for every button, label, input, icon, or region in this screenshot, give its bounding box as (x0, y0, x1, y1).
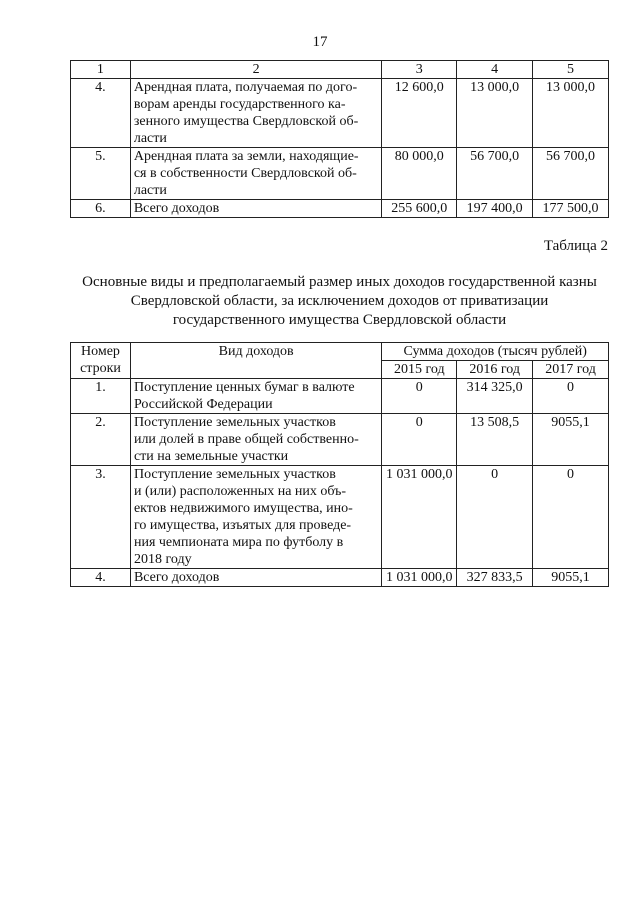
description-line: Арендная плата за земли, находящие- (133, 149, 359, 164)
value-cell: 0 (533, 466, 609, 569)
value-cell: 13 508,5 (457, 414, 533, 466)
title-line: государственного имущества Свердловской области (172, 312, 507, 328)
table-label: Таблица 2 (543, 238, 608, 254)
row-number: 1. (71, 379, 131, 414)
table-row (71, 379, 609, 414)
page-number: 17 (312, 34, 328, 50)
column-number-cell: 1 (71, 61, 131, 79)
row-number: 4. (71, 569, 131, 587)
other-income-table (70, 342, 609, 587)
column-number-cell: 3 (382, 61, 457, 79)
total-row (71, 200, 609, 218)
description-line: Поступление земельных участков (133, 415, 336, 430)
income-description (130, 148, 382, 200)
table-header-row (71, 61, 609, 79)
header-line: строки (80, 361, 121, 376)
value-cell: 327 833,5 (457, 569, 533, 587)
description-line: 2018 году (133, 552, 192, 567)
description-line: ектов недвижимого имущества, ино- (133, 501, 353, 516)
description-line: Поступление ценных бумаг в валюте (133, 380, 355, 395)
value-cell: 56 700,0 (457, 148, 533, 200)
income-description (130, 379, 381, 414)
description-line: или долей в праве общей собственно- (133, 432, 359, 447)
description-line: ласти (133, 131, 167, 146)
description-line: Поступление земельных участков (133, 467, 336, 482)
description-line: сти на земельные участки (133, 449, 289, 464)
value-cell: 177 500,0 (533, 200, 609, 218)
table-title (70, 273, 609, 330)
value-cell: 0 (533, 379, 609, 414)
table-row (71, 414, 609, 466)
year-header: 2016 год (457, 361, 533, 379)
value-cell: 56 700,0 (533, 148, 609, 200)
title-line: Основные виды и предполагаемый размер иных доходов государственной казны (82, 274, 597, 290)
table-row (71, 466, 609, 569)
description-line: го имущества, изъятых для проведе- (133, 518, 352, 533)
description-line: ся в собственности Свердловской об- (133, 166, 357, 181)
row-number: 6. (71, 200, 131, 218)
year-header: 2017 год (533, 361, 609, 379)
income-sum-header: Сумма доходов (тысяч рублей) (382, 343, 609, 361)
description-line: Всего доходов (133, 570, 220, 585)
value-cell: 12 600,0 (382, 79, 457, 148)
value-cell: 0 (382, 379, 457, 414)
value-cell: 13 000,0 (533, 79, 609, 148)
column-number-cell: 5 (533, 61, 609, 79)
description-line: зенного имущества Свердловской об- (133, 114, 359, 129)
header-line: Номер (81, 344, 120, 359)
value-cell: 80 000,0 (382, 148, 457, 200)
value-cell: 9055,1 (533, 569, 609, 587)
row-number-header (71, 343, 131, 379)
value-cell: 197 400,0 (457, 200, 533, 218)
column-number-cell: 4 (457, 61, 533, 79)
value-cell: 1 031 000,0 (382, 569, 457, 587)
value-cell: 13 000,0 (457, 79, 533, 148)
value-cell: 9055,1 (533, 414, 609, 466)
description-line: Арендная плата, получаемая по дого- (133, 80, 358, 95)
income-description (130, 414, 381, 466)
row-number: 2. (71, 414, 131, 466)
income-description (130, 569, 381, 587)
description-line: ворам аренды государственного ка- (133, 97, 346, 112)
value-cell: 314 325,0 (457, 379, 533, 414)
total-row (71, 569, 609, 587)
description-line: Всего доходов (133, 201, 220, 216)
description-line: Российской Федерации (133, 397, 273, 412)
description-line: ния чемпионата мира по футболу в (133, 535, 344, 550)
row-number: 4. (71, 79, 131, 148)
year-header: 2015 год (382, 361, 457, 379)
column-number-cell: 2 (130, 61, 382, 79)
income-description (130, 200, 382, 218)
title-line: Свердловской области, за исключением доходов от приватизации (130, 293, 549, 309)
value-cell: 0 (382, 414, 457, 466)
income-type-header: Вид доходов (130, 343, 381, 379)
description-line: ласти (133, 183, 167, 198)
table-row (71, 148, 609, 200)
income-description (130, 79, 382, 148)
table-header-row (71, 343, 609, 361)
table-row (71, 79, 609, 148)
value-cell: 0 (457, 466, 533, 569)
revenue-table-continued (70, 60, 609, 218)
row-number: 3. (71, 466, 131, 569)
income-description (130, 466, 381, 569)
description-line: и (или) расположенных на них объ- (133, 484, 347, 499)
value-cell: 1 031 000,0 (382, 466, 457, 569)
row-number: 5. (71, 148, 131, 200)
value-cell: 255 600,0 (382, 200, 457, 218)
